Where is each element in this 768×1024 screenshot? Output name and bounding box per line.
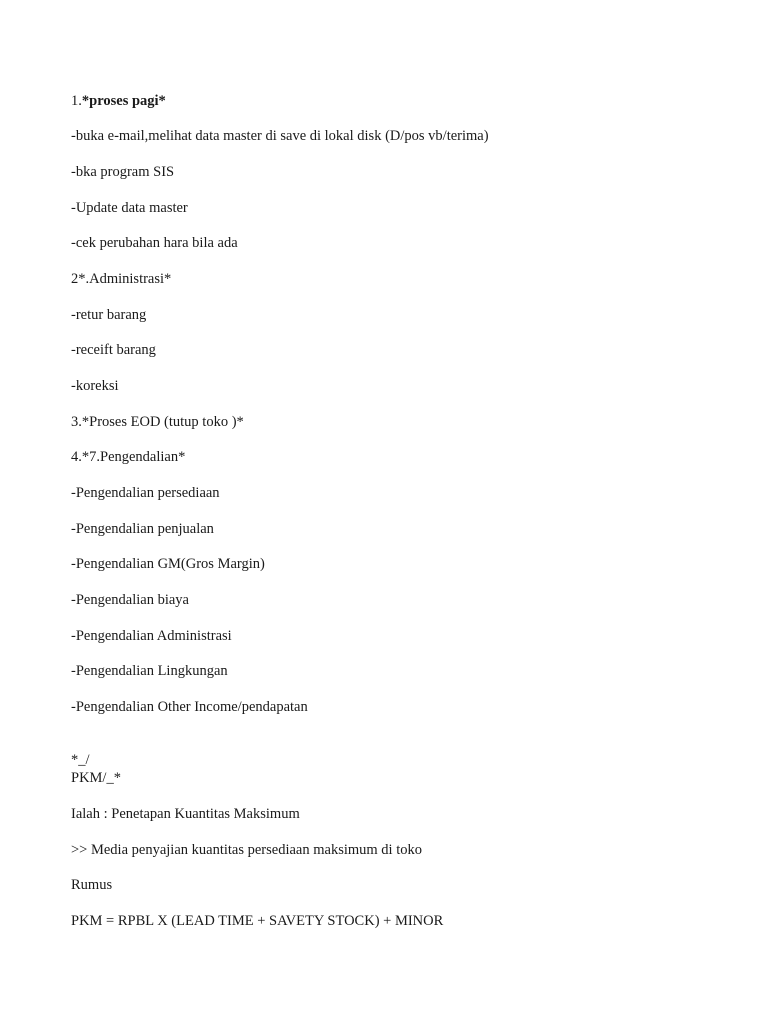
formula-line: PKM = RPBL X (LEAD TIME + SAVETY STOCK) + MINOR — [71, 913, 444, 929]
section-heading: 2*.Administrasi* — [71, 271, 172, 287]
text-line: -cek perubahan hara bila ada — [71, 235, 238, 251]
heading-title: *proses pagi* — [81, 93, 166, 109]
text-line: -Pengendalian persediaan — [71, 485, 220, 501]
text-line: Ialah : Penetapan Kuantitas Maksimum — [71, 806, 300, 822]
text-line: >> Media penyajian kuantitas persediaan maksimum di toko — [71, 842, 422, 858]
text-line: Rumus — [71, 877, 113, 893]
text-line: -koreksi — [71, 378, 119, 394]
section-heading: 3.*Proses EOD (tutup toko )* — [71, 414, 244, 430]
text-line: -bka program SIS — [71, 164, 175, 180]
section-heading: PKM/_* — [71, 770, 121, 786]
text-line: -Pengendalian Other Income/pendapatan — [71, 699, 308, 715]
text-line: -Pengendalian biaya — [71, 592, 189, 608]
text-line: -receift barang — [71, 342, 156, 358]
section-heading: 4.*7.Pengendalian* — [71, 449, 186, 465]
heading-proses-pagi — [71, 92, 166, 110]
text-line: -Pengendalian Lingkungan — [71, 663, 228, 679]
heading-number: 1. — [71, 93, 82, 109]
text-line: *_/ — [71, 752, 90, 768]
text-line: -retur barang — [71, 307, 147, 323]
text-line: -buka e-mail,melihat data master di save di lokal disk (D/pos vb/terima) — [71, 128, 489, 144]
text-line: -Pengendalian GM(Gros Margin) — [71, 556, 265, 572]
text-line: -Update data master — [71, 200, 188, 216]
text-line: -Pengendalian Administrasi — [71, 628, 232, 644]
text-line: -Pengendalian penjualan — [71, 521, 214, 537]
